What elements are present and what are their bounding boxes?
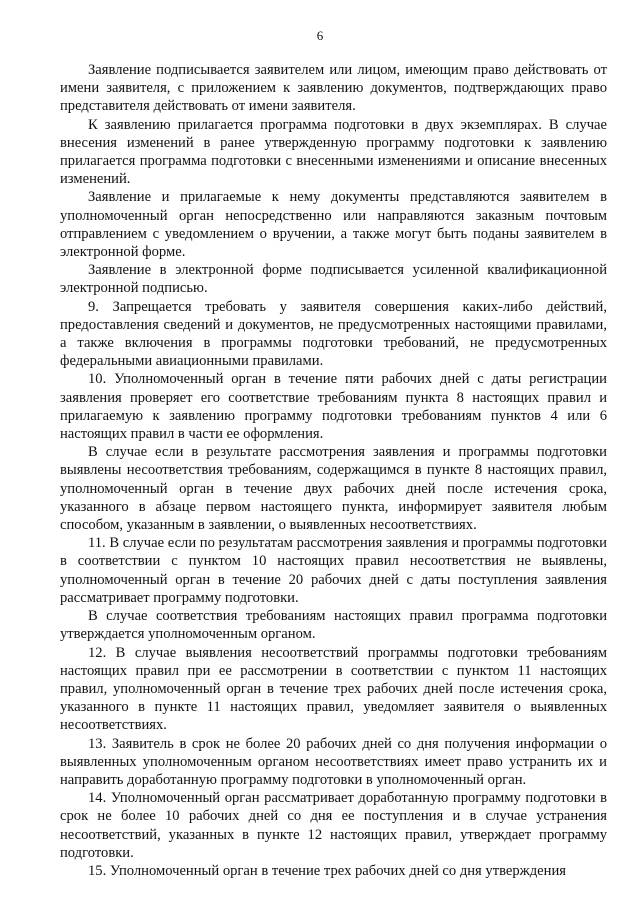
paragraph-item-10-nonconformity: В случае если в результате рассмотрения заявления и программы подготовки выявлены несоответствия требованиям, содержащимся в пункте 8 настоящих правил, уполномоченный орган в течение двух рабочих дней после истечения срока, указанного в абзаце первом настоящего пункта, информирует заявителя любым способом, указанным в заявлении, о выявленных несоответствиях.: [60, 444, 607, 534]
paragraph-representative-signature: Заявление подписывается заявителем или лицом, имеющим право действовать от имени заявителя, с приложением к заявлению документов, подтверждающих право представителя действовать от имени заявителя.: [60, 62, 607, 115]
paragraph-item-11: 11. В случае если по результатам рассмотрения заявления и программы подготовки в соответствии с пунктом 10 настоящих правил несоответствия не выявлены, уполномоченный орган в течение 20 рабочих дней с даты поступления заявления рассматривает программу подготовки.: [60, 535, 607, 606]
paragraph-item-15: 15. Уполномоченный орган в течение трех рабочих дней со дня утверждения: [88, 862, 566, 879]
paragraph-item-11-approval: В случае соответствия требованиям настоящих правил программа подготовки утверждается уполномоченным органом.: [60, 608, 607, 643]
paragraph-item-12: 12. В случае выявления несоответствий программы подготовки требованиям настоящих правил при ее рассмотрении в соответствии с пунктом 11 настоящих правил, уполномоченный орган в течение трех рабочих дней после истечения срока, указанного в пункте 11 настоящих правил, уведомляет заявителя о выявленных несоответствиях.: [60, 644, 607, 734]
document-body: [60, 61, 607, 880]
page-number: 6: [316, 28, 324, 43]
paragraph-item-9: 9. Запрещается требовать у заявителя совершения каких-либо действий, предоставления сведений и документов, не предусмотренных настоящими правилами, а также включения в программы подготовки требований, не предусмотренных федеральными авиационными правилами.: [60, 298, 607, 370]
paragraph-electronic-signature: Заявление в электронной форме подписывается усиленной квалификационной электронной подписью.: [60, 262, 607, 297]
paragraph-item-13: 13. Заявитель в срок не более 20 рабочих дней со дня получения информации о выявленных уполномоченным органом несоответствиях имеет право устранить их и направить доработанную программу подготовки в уполномоченный орган.: [60, 735, 607, 788]
paragraph-submission-method: Заявление и прилагаемые к нему документы представляются заявителем в уполномоченный орган непосредственно или направляются заказным почтовым отправлением с уведомлением о вручении, а также могут быть поданы заявителем в электронной форме.: [60, 189, 607, 261]
paragraph-program-attachment: К заявлению прилагается программа подготовки в двух экземплярах. В случае внесения изменений в ранее утвержденную программу подготовки к заявлению прилагается программа подготовки с внесенными изменениями и описание внесенных изменений.: [60, 116, 607, 188]
paragraph-item-14: 14. Уполномоченный орган рассматривает доработанную программу подготовки в срок не более 10 рабочих дней со дня ее поступления и в случае устранения несоответствий, указанных в пункте 12 настоящих правил, утверждает программу подготовки.: [60, 790, 607, 861]
paragraph-item-10: 10. Уполномоченный орган в течение пяти рабочих дней с даты регистрации заявления проверяет его соответствие требованиям пункта 8 настоящих правил и прилагаемую к заявлению программу подготовки требованиям пунктов 4 или 6 настоящих правил в части ее оформления.: [60, 371, 607, 443]
